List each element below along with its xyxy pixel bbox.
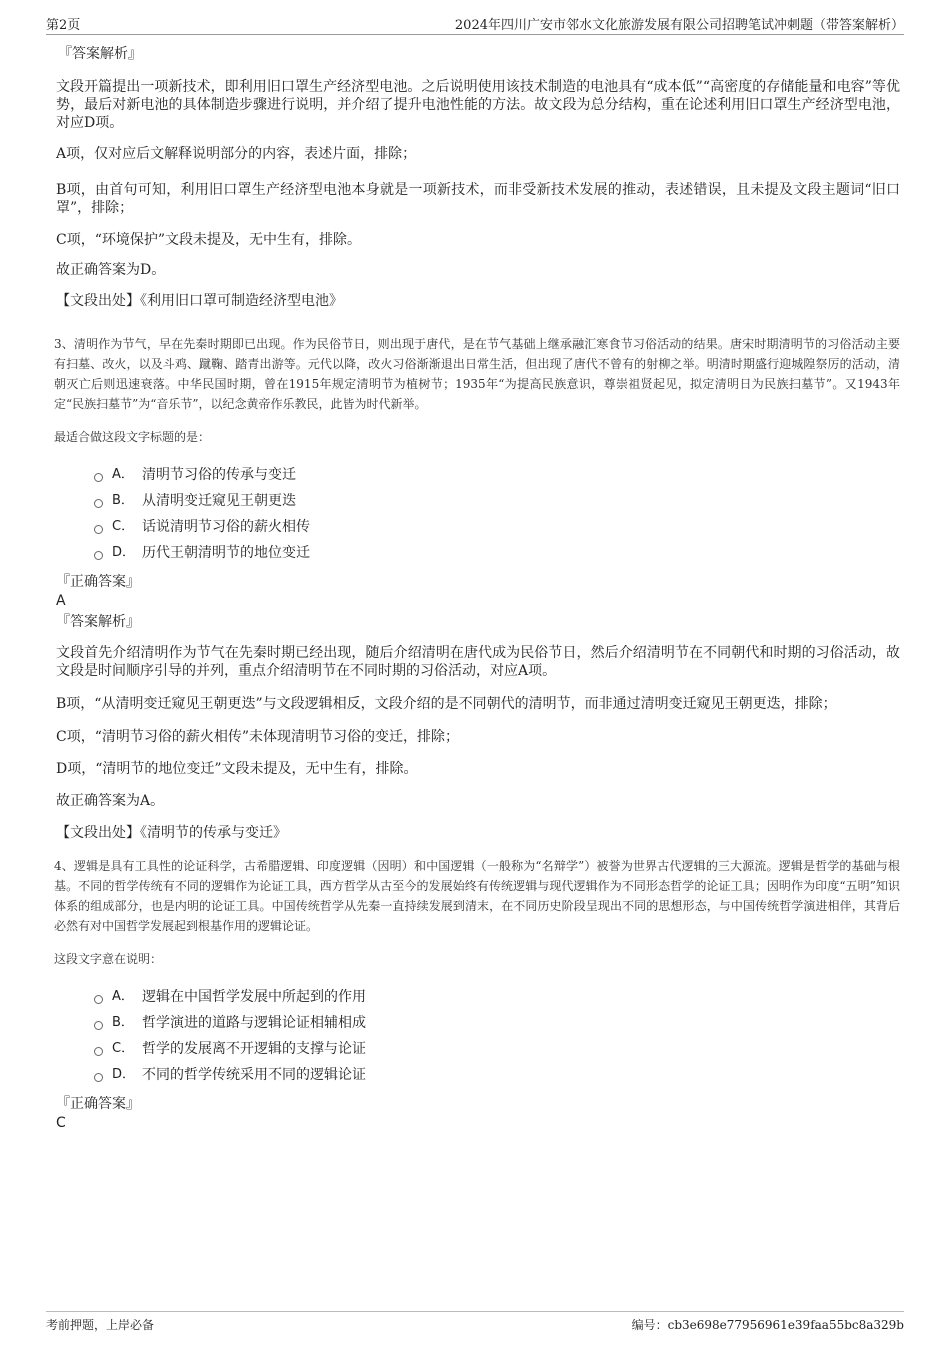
correct-answer: C [56,1115,66,1131]
option-d[interactable] [94,1062,900,1088]
option-a[interactable] [94,462,900,488]
option-letter: C． [112,1041,135,1056]
document-code: 编号：cb3e698e77956961e39faa55bc8a329b [631,1318,904,1332]
page-footer [46,1311,904,1336]
analysis-label: 『答案解析』 [56,614,140,630]
analysis-paragraph: A项，仅对应后文解释说明部分的内容，表述片面，排除； [56,146,417,162]
option-b[interactable] [94,488,900,514]
option-letter: D． [112,545,136,560]
document-title: 2024年四川广安市邻水文化旅游发展有限公司招聘笔试冲刺题（带答案解析） [454,18,904,33]
analysis-paragraph: B项，“从清明变迁窥见王朝更迭”与文段逻辑相反，文段介绍的是不同朝代的清明节，而非通过清明变迁窥见王朝更迭，排除； [56,696,837,712]
analysis-paragraph: C项，“清明节习俗的薪火相传”未体现清明节习俗的变迁，排除； [56,729,460,745]
question-prompt: 最适合做这段文字标题的是： [54,430,211,444]
analysis-paragraph: 文段开篇提出一项新技术，即利用旧口罩生产经济型电池。之后说明使用该技术制造的电池具有“成本低”“高密度的存储能量和电容”等优势，最后对新电池的具体制造步骤进行说明，并介绍了提升电池性能的方法。故文段为总分结构，重在论述利用旧口罩生产经济型电池，对应D项。 [56,79,900,131]
question-prompt: 这段文字意在说明： [54,952,163,966]
option-letter: D． [112,1067,136,1082]
question-text: 3、清明作为节气，早在先秦时期即已出现。作为民俗节日，则出现于唐代，是在节气基础上继承融汇寒食节习俗活动的结果。唐宋时期清明节的习俗活动主要有扫墓、改火，以及斗鸡、蹴鞠、踏青出游等。元代以降，改火习俗渐渐退出日常生活，但出现了唐代不曾有的射柳之举。明清时期盛行迎城隍祭厉的活动，清朝灭亡后则迅速衰落。中华民国时期，曾在1915年规定清明节为植树节；1935年“为提高民族意识，尊崇祖贤起见，拟定清明日为民族扫墓节”。又1943年定“民族扫墓节”为“音乐节”，以纪念黄帝作乐教民，此皆为时代新举。 [54,337,900,411]
option-text: 哲学演进的道路与逻辑论证相辅相成 [142,1015,366,1031]
option-text: 清明节习俗的传承与变迁 [142,467,296,483]
analysis-paragraph: 文段首先介绍清明作为节气在先秦时期已经出现，随后介绍清明在唐代成为民俗节日，然后介绍清明节在不同朝代和时期的习俗活动，故文段是时间顺序引导的并列，重点介绍清明节在不同时期的习俗活动，对应A项。 [56,645,900,679]
correct-answer-label: 『正确答案』 [56,574,140,590]
passage-source: 【文段出处】《利用旧口罩可制造经济型电池》 [56,293,343,309]
analysis-paragraph: D项，“清明节的地位变迁”文段未提及，无中生有，排除。 [56,761,418,777]
analysis-paragraph: 故正确答案为A。 [56,793,165,809]
analysis-paragraph: C项，“环境保护”文段未提及，无中生有，排除。 [56,232,362,248]
options-list [94,462,900,566]
option-c[interactable] [94,1036,900,1062]
radio-button[interactable] [94,499,103,508]
option-text: 逻辑在中国哲学发展中所起到的作用 [142,989,366,1005]
option-text: 历代王朝清明节的地位变迁 [142,545,310,561]
option-a[interactable] [94,984,900,1010]
page-number: 第2页 [46,18,81,33]
radio-button[interactable] [94,551,103,560]
radio-button[interactable] [94,1021,103,1030]
radio-button[interactable] [94,1073,103,1082]
option-letter: A． [112,989,134,1004]
analysis-paragraph: B项，由首句可知，利用旧口罩生产经济型电池本身就是一项新技术，而非受新技术发展的推动，表述错误，且未提及文段主题词“旧口罩”，排除； [56,182,900,216]
option-c[interactable] [94,514,900,540]
radio-button[interactable] [94,525,103,534]
option-text: 哲学的发展离不开逻辑的支撑与论证 [142,1041,366,1057]
question-text: 4、逻辑是具有工具性的论证科学，古希腊逻辑、印度逻辑（因明）和中国逻辑（一般称为“名辩学”）被誉为世界古代逻辑的三大源流。逻辑是哲学的基础与根基。不同的哲学传统有不同的逻辑作为论证工具，西方哲学从古至今的发展始终有传统逻辑与现代逻辑作为不同形态哲学的论证工具；因明作为印度“五明”知识体系的组成部分，也是内明的论证工具。中国传统哲学从先秦一直持续发展到清末，在不同历史阶段呈现出不同的思想形态，与中国传统哲学演进相伴，其背后必然有对中国哲学发展起到根基作用的逻辑论证。 [54,859,900,933]
option-letter: A． [112,467,134,482]
option-text: 话说清明节习俗的薪火相传 [142,519,310,535]
option-letter: B． [112,1015,134,1030]
analysis-paragraph: 故正确答案为D。 [56,262,166,278]
option-text: 从清明变迁窥见王朝更迭 [142,493,296,509]
analysis-label: 『答案解析』 [58,46,142,62]
correct-answer-label: 『正确答案』 [56,1096,140,1112]
page-content [56,44,900,1134]
option-d[interactable] [94,540,900,566]
option-b[interactable] [94,1010,900,1036]
radio-button[interactable] [94,995,103,1004]
footer-slogan: 考前押题，上岸必备 [46,1318,155,1332]
radio-button[interactable] [94,473,103,482]
page-header [46,12,904,35]
correct-answer: A [56,593,66,609]
option-letter: C． [112,519,135,534]
passage-source: 【文段出处】《清明节的传承与变迁》 [56,825,287,841]
option-letter: B． [112,493,134,508]
options-list [94,984,900,1088]
option-text: 不同的哲学传统采用不同的逻辑论证 [142,1067,366,1083]
radio-button[interactable] [94,1047,103,1056]
